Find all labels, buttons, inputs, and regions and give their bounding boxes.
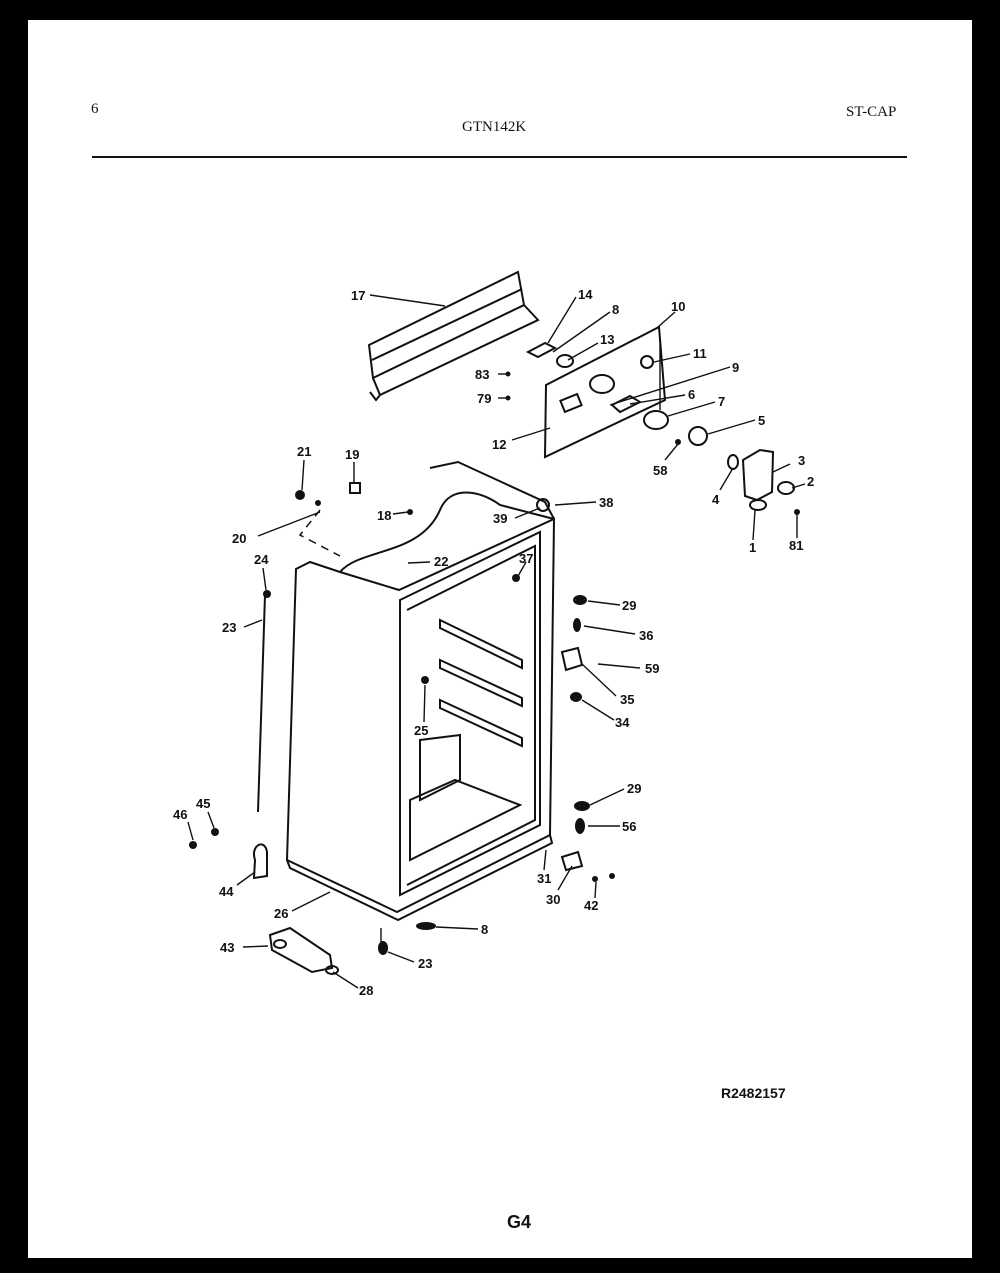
callout-58: 58 <box>653 463 668 478</box>
callout-14: 14 <box>578 287 593 302</box>
small-parts <box>189 372 615 956</box>
callout-9: 9 <box>732 360 740 375</box>
callout-45: 45 <box>196 796 211 811</box>
callout-56: 56 <box>622 819 637 834</box>
callout-30: 30 <box>546 892 561 907</box>
callout-43: 43 <box>220 940 235 955</box>
callout-8-bottom: 8 <box>481 922 489 937</box>
callout-37: 37 <box>519 551 534 566</box>
bottom-hinge-part <box>270 928 338 974</box>
callout-22: 22 <box>434 554 449 569</box>
callout-34: 34 <box>615 715 630 730</box>
callout-83: 83 <box>475 367 490 382</box>
section-code: ST-CAP <box>846 104 897 120</box>
callout-8: 8 <box>612 302 620 317</box>
callout-6: 6 <box>688 387 696 402</box>
callout-21: 21 <box>297 444 312 459</box>
callout-18: 18 <box>377 508 392 523</box>
callout-20: 20 <box>232 531 247 546</box>
callout-19: 19 <box>345 447 360 462</box>
callout-11: 11 <box>693 346 707 361</box>
callout-24: 24 <box>254 552 269 567</box>
callout-59: 59 <box>645 661 660 676</box>
model-number: GTN142K <box>462 119 527 135</box>
callout-44: 44 <box>219 884 234 899</box>
callout-2: 2 <box>807 474 815 489</box>
callout-36: 36 <box>639 628 654 643</box>
callout-26: 26 <box>274 906 289 921</box>
top-rail-part <box>369 272 538 400</box>
callout-29-lower: 29 <box>627 781 642 796</box>
callout-5: 5 <box>758 413 766 428</box>
callout-10: 10 <box>671 299 686 314</box>
callout-39: 39 <box>493 511 508 526</box>
callout-12: 12 <box>492 437 507 452</box>
callout-labels <box>173 287 814 998</box>
callout-42: 42 <box>584 898 599 913</box>
leader-lines <box>188 295 805 988</box>
callout-81: 81 <box>789 538 804 553</box>
callout-13: 13 <box>600 332 615 347</box>
drawing-code: R2482157 <box>721 1085 786 1101</box>
callout-7: 7 <box>718 394 726 409</box>
callout-31: 31 <box>537 871 552 886</box>
callout-3: 3 <box>798 453 806 468</box>
callout-46: 46 <box>173 807 188 822</box>
page-number: 6 <box>91 101 99 117</box>
callout-79: 79 <box>477 391 492 406</box>
callout-1: 1 <box>749 540 757 555</box>
callout-23-left: 23 <box>222 620 237 635</box>
page-code: G4 <box>507 1212 532 1232</box>
top-hinge-part <box>728 450 800 515</box>
callout-4: 4 <box>712 492 720 507</box>
callout-17: 17 <box>351 288 366 303</box>
callout-38-top: 38 <box>599 495 614 510</box>
cabinet-body <box>287 462 554 920</box>
callout-23-bottom: 23 <box>418 956 433 971</box>
callout-35: 35 <box>620 692 635 707</box>
callout-25: 25 <box>414 723 429 738</box>
callout-29-upper: 29 <box>622 598 637 613</box>
callout-28: 28 <box>359 983 374 998</box>
thermostat-parts <box>528 343 707 445</box>
